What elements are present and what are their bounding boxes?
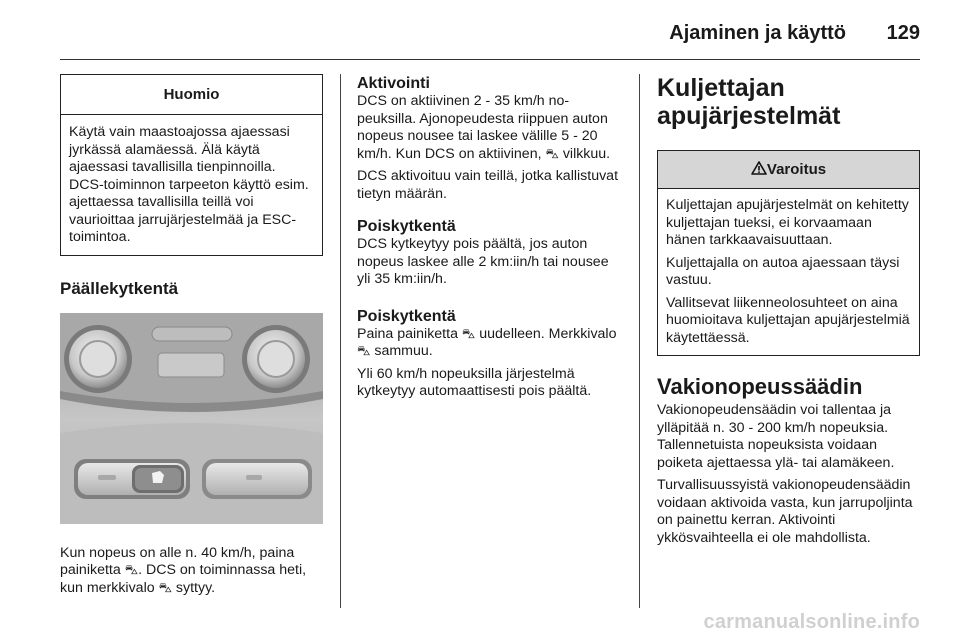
note-box [60, 74, 323, 256]
header-title: Ajaminen ja käyttö [669, 22, 846, 44]
deactivation-title-2: Poiskytkentä [357, 307, 456, 325]
page-number: 129 [886, 22, 920, 44]
dcs-symbol-icon: ⛍ [357, 344, 371, 359]
cruise-paragraph: Vakionopeudensäädin voi tallentaa ja ylläpitää n. 30 - 200 km/h nopeuksia. Tallennetuista nopeuksista voidaan poiketa ajettaessa ylä- tai alamäkeen. [657, 402, 895, 471]
page-header [0, 22, 960, 46]
warning-paragraph: Kuljettajalla on autoa ajaessaan täysi vastuu. [666, 254, 900, 288]
watermark: carmanualsonline.info [703, 611, 920, 633]
dcs-symbol-icon: ⛍ [461, 326, 476, 342]
column-1 [60, 74, 323, 597]
deactivation-title-1: Poiskytkentä [357, 218, 456, 235]
note-title: Huomio [61, 75, 322, 115]
dcs-symbol-icon: ⛍ [158, 580, 172, 596]
warning-box [657, 150, 920, 356]
column-divider-2 [639, 74, 640, 608]
dcs-button-photo [60, 313, 323, 524]
cruise-paragraph: Turvallisuussyistä vakionopeudensäädin voidaan aktivoida vasta, kun jarrupoljinta on painettu kerran. Aktivointi ykkösvaihteella ei ole mahdollista. [657, 477, 913, 546]
warning-paragraph: Kuljettajan apujärjestelmät on kehitetty kuljettajan tueksi, ei korvaamaan hänen tarkkaavaisuuttaan. [666, 197, 909, 248]
header-divider [60, 59, 920, 60]
activation-title: Aktivointi [357, 75, 430, 92]
column-3 [657, 74, 920, 552]
activation-caption: Kun nopeus on alle n. 40 km/h, paina painiketta ⛍. DCS on toiminnassa heti, kun merkkivalo ⛍ syttyy. [60, 544, 307, 596]
deactivation-text-1: DCS kytkeytyy pois päältä, jos auton nopeus laskee alle 2 km:iin/h tai nousee yli 35 km:iin/h. [357, 236, 609, 287]
warning-triangle-icon [751, 161, 767, 175]
dcs-symbol-icon: ⛍ [124, 563, 139, 578]
deactivation-body-2: Paina painiketta ⛍ uudelleen. Merkkivalo ⛍ sammuu. Yli 60 km/h nopeuksilla järjestelmä kytkeytyy automaattisesti pois päältä. [357, 326, 622, 401]
activation-body: DCS on aktiivinen 2 - 35 km/h nopeuksilla. Ajonopeudesta riippuen auton nopeus nousee tai laskee välille 5 - 20 km/h. Kun DCS on aktiivinen, ⛍ vilkkuu. DCS aktivoituu vain teillä, jotka kallistuvat tietyn määrän. [357, 93, 622, 203]
cruise-body [657, 402, 920, 547]
note-text: Käytä vain maastoajossa ajaessasi jyrkässä alamäessä. Älä käytä ajaessasi tavallisilla tienpinnoilla. DCS-toiminnon tarpeeton käyttö esim. ajettaessa tavallisilla teillä voi vaurioittaa jarrujärjestelmää ja ESC-toimintoa. [69, 124, 309, 245]
auto-deactivation-text: Yli 60 km/h nopeuksilla järjestelmä kytkeytyy automaattisesti pois päältä. [357, 365, 592, 399]
section-title-driver-assistance: Kuljettajan apujärjestelmät [657, 74, 841, 130]
column-divider-1 [340, 74, 341, 608]
dcs-symbol-icon: ⛍ [545, 146, 559, 162]
warning-title: Varoitus [766, 161, 827, 178]
warning-paragraph: Vallitsevat liikenneolosuhteet on aina huomioitava kuljettajan apujärjestelmiä käytettäessä. [666, 294, 910, 346]
warning-body [658, 189, 919, 355]
column-2 [357, 74, 622, 406]
section-title-cruise-control: Vakionopeussäädin [657, 374, 863, 399]
section-title-activation: Päällekytkentä [60, 278, 179, 298]
warning-header [658, 151, 919, 189]
activation-note: DCS aktivoituu vain teillä, jotka kallistuvat tietyn määrän. [357, 168, 619, 202]
